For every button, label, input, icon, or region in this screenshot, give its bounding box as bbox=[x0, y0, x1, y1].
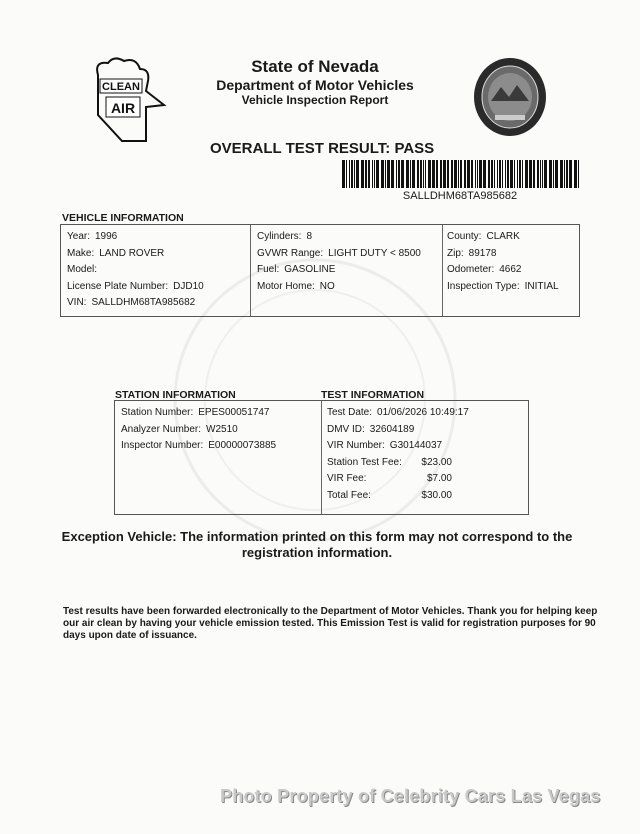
field-row bbox=[257, 279, 421, 296]
barcode-bar bbox=[368, 160, 370, 188]
barcode-bar bbox=[522, 160, 523, 188]
field-label: Station Test Fee: bbox=[327, 456, 402, 468]
barcode-bar bbox=[467, 160, 470, 188]
field-label: Total Fee: bbox=[327, 489, 371, 501]
barcode-bar bbox=[398, 160, 400, 188]
barcode-bar bbox=[517, 160, 518, 188]
field-label: Inspector Number: bbox=[121, 440, 204, 452]
report-title: Vehicle Inspection Report bbox=[241, 93, 389, 107]
field-value: $23.00 bbox=[421, 456, 452, 468]
field-label: GVWR Range: bbox=[257, 247, 324, 259]
barcode-bar bbox=[432, 160, 435, 188]
field-row bbox=[67, 279, 204, 296]
barcode-bar bbox=[349, 160, 350, 188]
barcode-bar bbox=[566, 160, 568, 188]
field-label: Fuel: bbox=[257, 264, 280, 276]
field-value: $30.00 bbox=[421, 489, 452, 501]
barcode-bar bbox=[505, 160, 506, 188]
field-label: Station Number: bbox=[121, 407, 194, 418]
field-label: VIN: bbox=[67, 297, 87, 309]
exception-line-2: registration information. bbox=[241, 545, 393, 560]
barcode-bar bbox=[381, 160, 384, 188]
vin-barcode bbox=[342, 160, 582, 188]
barcode-bar bbox=[499, 160, 501, 188]
field-label: Analyzer Number: bbox=[121, 423, 202, 435]
barcode-bar bbox=[423, 160, 424, 188]
field-label: Odometer: bbox=[447, 264, 495, 276]
barcode-text: SALLDHM68TA985682 bbox=[402, 190, 518, 202]
vehicle-information-heading: VEHICLE INFORMATION bbox=[62, 212, 184, 224]
station-information-heading: STATION INFORMATION bbox=[115, 389, 236, 401]
barcode-bar bbox=[354, 160, 355, 188]
field-label: Motor Home: bbox=[257, 280, 315, 292]
barcode-bar bbox=[372, 160, 373, 188]
barcode-bar bbox=[342, 160, 345, 188]
clean-air-logo bbox=[86, 55, 168, 143]
field-value: 8 bbox=[306, 231, 313, 242]
vehicle-information-box bbox=[60, 224, 580, 317]
overall-test-result: OVERALL TEST RESULT: PASS bbox=[210, 140, 435, 157]
field-value: 4662 bbox=[499, 264, 522, 276]
field-row bbox=[447, 229, 559, 246]
barcode-bar bbox=[410, 160, 411, 188]
barcode-bar bbox=[494, 160, 495, 188]
field-row bbox=[447, 246, 559, 263]
barcode-bar bbox=[574, 160, 577, 188]
barcode-bar bbox=[525, 160, 528, 188]
field-row bbox=[327, 488, 469, 505]
barcode-bar bbox=[387, 160, 390, 188]
field-row bbox=[121, 438, 276, 455]
barcode-bar bbox=[374, 160, 375, 188]
barcode-bar bbox=[529, 160, 532, 188]
barcode-bar bbox=[356, 160, 359, 188]
barcode-bar bbox=[479, 160, 482, 188]
station-test-box bbox=[114, 400, 529, 515]
field-label: Year: bbox=[67, 231, 90, 242]
barcode-bar bbox=[542, 160, 543, 188]
field-value: G30144037 bbox=[389, 440, 443, 452]
footer-note: Test results have been forwarded electronically to the Department of Motor Vehicles. Thank you for helping keep our air clean by having your vehicle emission tested. This Emission Test is valid for registration purposes for 90 days upon date of issuance. bbox=[63, 606, 598, 641]
field-value: NO bbox=[319, 280, 335, 292]
barcode-bar bbox=[471, 160, 473, 188]
photo-watermark: Photo Property of Celebrity Cars Las Vegas bbox=[220, 786, 601, 806]
field-row bbox=[327, 405, 469, 422]
barcode-bar bbox=[533, 160, 535, 188]
barcode-bar bbox=[458, 160, 459, 188]
field-row bbox=[327, 471, 469, 488]
field-value: INITIAL bbox=[524, 280, 559, 292]
barcode-bar bbox=[454, 160, 457, 188]
barcode-bar bbox=[497, 160, 498, 188]
barcode-bar bbox=[578, 160, 579, 188]
barcode-bar bbox=[488, 160, 490, 188]
field-row bbox=[121, 422, 276, 439]
field-label: Test Date: bbox=[327, 407, 373, 418]
barcode-bar bbox=[514, 160, 515, 188]
field-value: LIGHT DUTY < 8500 bbox=[328, 247, 421, 259]
field-value: 32604189 bbox=[369, 423, 415, 435]
barcode-bar bbox=[406, 160, 409, 188]
svg-text:CLEAN: CLEAN bbox=[102, 81, 140, 93]
field-value: GASOLINE bbox=[284, 264, 336, 276]
barcode-bar bbox=[346, 160, 347, 188]
barcode-bar bbox=[483, 160, 486, 188]
field-row bbox=[121, 405, 276, 422]
barcode-bar bbox=[553, 160, 554, 188]
field-value: 1996 bbox=[94, 231, 118, 242]
barcode-bar bbox=[351, 160, 353, 188]
field-row bbox=[447, 262, 559, 279]
field-label: County: bbox=[447, 231, 482, 242]
field-value: 01/06/2026 10:49:17 bbox=[377, 407, 469, 418]
field-label: VIR Number: bbox=[327, 440, 385, 452]
barcode-bar bbox=[420, 160, 422, 188]
field-row bbox=[67, 246, 204, 263]
barcode-bar bbox=[510, 160, 513, 188]
field-value: LAND ROVER bbox=[99, 247, 165, 259]
field-value: CLARK bbox=[486, 231, 520, 242]
state-title: State of Nevada bbox=[251, 57, 379, 76]
department-title: Department of Motor Vehicles bbox=[216, 77, 414, 93]
field-row bbox=[257, 246, 421, 263]
nevada-seal bbox=[473, 57, 547, 137]
field-label: DMV ID: bbox=[327, 423, 365, 435]
barcode-bar bbox=[549, 160, 552, 188]
barcode-bar bbox=[451, 160, 453, 188]
field-label: Zip: bbox=[447, 247, 464, 259]
field-value: EPES00051747 bbox=[198, 407, 270, 418]
field-row bbox=[257, 229, 421, 246]
barcode-bar bbox=[540, 160, 541, 188]
field-label: License Plate Number: bbox=[67, 280, 169, 292]
field-value: SALLDHM68TA985682 bbox=[91, 297, 196, 309]
barcode-bar bbox=[491, 160, 493, 188]
field-value: $7.00 bbox=[426, 473, 452, 485]
field-value: 89178 bbox=[468, 247, 497, 259]
barcode-bar bbox=[365, 160, 367, 188]
barcode-bar bbox=[440, 160, 442, 188]
barcode-bar bbox=[417, 160, 419, 188]
barcode-bar bbox=[564, 160, 565, 188]
barcode-bar bbox=[544, 160, 547, 188]
barcode-bar bbox=[425, 160, 426, 188]
field-label: Model: bbox=[67, 264, 98, 276]
barcode-bar bbox=[555, 160, 558, 188]
barcode-bar bbox=[460, 160, 462, 188]
field-label: Inspection Type: bbox=[447, 280, 520, 292]
field-label: VIR Fee: bbox=[327, 473, 367, 485]
barcode-bar bbox=[361, 160, 364, 188]
field-row bbox=[327, 455, 469, 472]
barcode-bar bbox=[569, 160, 572, 188]
field-row bbox=[67, 295, 204, 312]
field-row bbox=[327, 438, 469, 455]
barcode-bar bbox=[436, 160, 438, 188]
barcode-bar bbox=[391, 160, 394, 188]
barcode-bar bbox=[475, 160, 476, 188]
barcode-bar bbox=[519, 160, 521, 188]
barcode-bar bbox=[447, 160, 449, 188]
barcode-bar bbox=[428, 160, 431, 188]
barcode-bar bbox=[412, 160, 415, 188]
test-information-heading: TEST INFORMATION bbox=[321, 389, 425, 401]
svg-text:AIR: AIR bbox=[110, 100, 136, 116]
barcode-bar bbox=[560, 160, 563, 188]
barcode-bar bbox=[477, 160, 478, 188]
barcode-bar bbox=[376, 160, 379, 188]
exception-line-1: Exception Vehicle: The information printed on this form may not correspond to the bbox=[61, 529, 573, 544]
field-row bbox=[67, 262, 204, 279]
field-value: W2510 bbox=[206, 423, 238, 435]
field-label: Cylinders: bbox=[257, 231, 302, 242]
field-row bbox=[257, 262, 421, 279]
barcode-bar bbox=[507, 160, 509, 188]
barcode-bar bbox=[443, 160, 446, 188]
field-value: E00000073885 bbox=[208, 440, 277, 452]
barcode-bar bbox=[385, 160, 386, 188]
field-label: Make: bbox=[67, 247, 95, 259]
field-row bbox=[327, 422, 469, 439]
barcode-bar bbox=[401, 160, 404, 188]
barcode-bar bbox=[464, 160, 466, 188]
field-value: DJD10 bbox=[173, 280, 204, 292]
barcode-bar bbox=[396, 160, 397, 188]
barcode-bar bbox=[502, 160, 503, 188]
barcode-bar bbox=[537, 160, 539, 188]
field-row bbox=[447, 279, 559, 296]
field-row bbox=[67, 229, 204, 246]
